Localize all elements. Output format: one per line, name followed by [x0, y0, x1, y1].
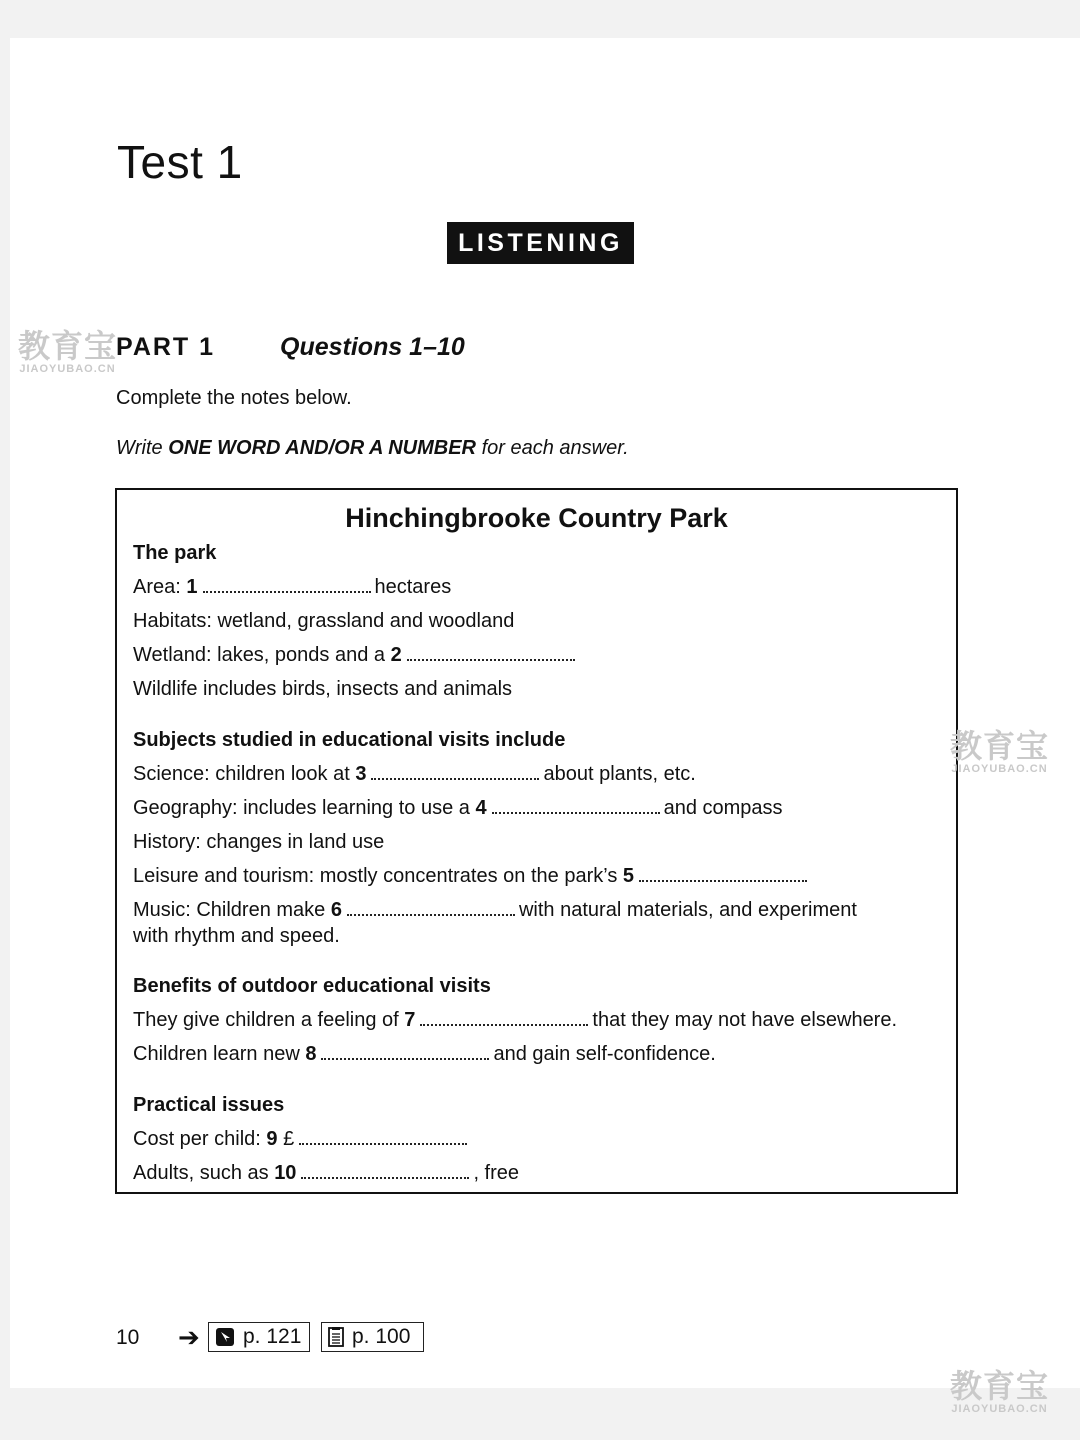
watermark: 教育宝 JIAOYUBAO.CN [950, 1367, 1050, 1415]
note-adults: Adults, such as 10 , free [133, 1162, 520, 1184]
document-icon [328, 1327, 344, 1347]
question-number: 9 [266, 1128, 278, 1150]
question-number: 6 [330, 899, 342, 921]
page-number: 10 [116, 1326, 140, 1349]
answer-gap-1[interactable] [203, 590, 371, 593]
section-heading: Practical issues [133, 1094, 285, 1116]
question-number: 5 [622, 865, 635, 887]
arrow-right-icon: ➔ [178, 1322, 200, 1352]
question-number: 3 [355, 763, 367, 785]
note-leisure: Leisure and tourism: mostly concentrates on the park’s 5 [133, 865, 811, 888]
question-number: 10 [274, 1162, 297, 1184]
section-badge: LISTENING [447, 222, 634, 264]
note-habitats: Habitats: wetland, grassland and woodland [133, 610, 515, 632]
part-header [116, 333, 465, 362]
question-number: 1 [186, 576, 198, 598]
audioscript-page: p. 121 [243, 1325, 302, 1348]
section-heading: Subjects studied in educational visits include [133, 729, 566, 751]
notes-title: Hinchingbrooke Country Park [345, 503, 728, 533]
answer-key-reference[interactable] [321, 1322, 424, 1352]
watermark: 教育宝 JIAOYUBAO.CN [950, 727, 1050, 775]
currency-symbol: £ [283, 1128, 295, 1150]
answer-gap-5[interactable] [639, 879, 807, 882]
instruction-write: Write ONE WORD AND/OR A NUMBER for each answer. [116, 437, 629, 459]
watermark: 教育宝 JIAOYUBAO.CN [18, 327, 118, 375]
question-number: 4 [475, 797, 487, 819]
answer-gap-8[interactable] [321, 1057, 489, 1060]
section-heading: The park [133, 542, 217, 564]
answer-gap-2[interactable] [407, 658, 575, 661]
answer-gap-9[interactable] [299, 1142, 467, 1145]
answer-gap-6[interactable] [347, 913, 515, 916]
note-geography: Geography: includes learning to use a 4 and compass [133, 797, 783, 819]
section-heading: Benefits of outdoor educational visits [133, 975, 491, 997]
instruction-complete: Complete the notes below. [116, 387, 352, 409]
audio-icon [215, 1327, 235, 1347]
note-history: History: changes in land use [133, 831, 385, 853]
answer-gap-7[interactable] [420, 1023, 588, 1026]
part-label: PART 1 [116, 333, 216, 361]
notes-box [115, 488, 958, 1194]
question-number: 8 [305, 1043, 317, 1065]
answer-gap-4[interactable] [492, 811, 660, 814]
answer-gap-3[interactable] [371, 777, 539, 780]
note-music: Music: Children make 6 with natural materials, and experiment [133, 899, 857, 921]
answer-key-page: p. 100 [352, 1325, 411, 1348]
answer-gap-10[interactable] [301, 1176, 469, 1179]
word-limit: ONE WORD AND/OR A NUMBER [168, 437, 476, 459]
note-science: Science: children look at 3 about plants, etc. [133, 763, 696, 785]
audioscript-reference[interactable] [208, 1322, 310, 1352]
question-number: 2 [390, 644, 402, 666]
note-music-cont: with rhythm and speed. [133, 925, 340, 947]
note-wildlife: Wildlife includes birds, insects and animals [133, 678, 513, 700]
note-wetland: Wetland: lakes, ponds and a 2 [133, 644, 579, 667]
note-area: Area: 1 hectares [133, 576, 452, 598]
note-cost: Cost per child: 9 £ [133, 1128, 471, 1151]
test-title: Test 1 [117, 136, 243, 188]
note-feeling: They give children a feeling of 7 that they may not have elsewhere. [133, 1009, 898, 1031]
question-number: 7 [404, 1009, 416, 1031]
part-questions: Questions 1–10 [280, 333, 465, 361]
note-learn: Children learn new 8 and gain self-confidence. [133, 1043, 716, 1065]
